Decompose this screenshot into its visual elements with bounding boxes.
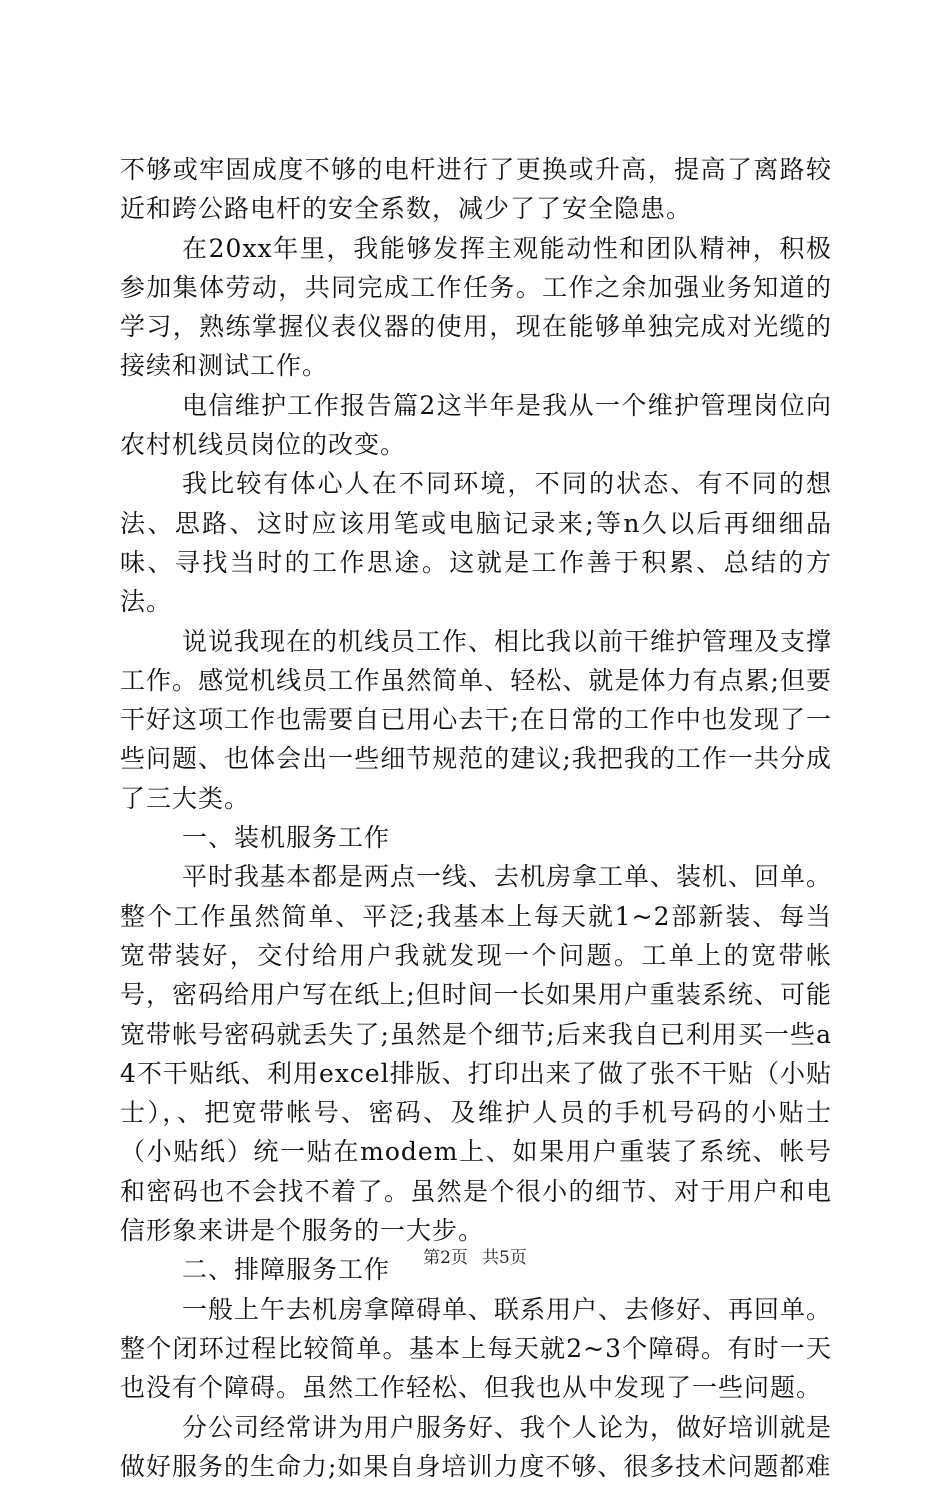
paragraph: 在20xx年里，我能够发挥主观能动性和团队精神，积极参加集体劳动，共同完成工作任务。工作之余加强业务知道的学习，熟练掌握仪表仪器的使用，现在能够单独完成对光缆的接续和测试工作。 [120, 229, 832, 386]
paragraph: 说说我现在的机线员工作、相比我以前干维护管理及支撑工作。感觉机线员工作虽然简单、轻松、就是体力有点累;但要干好这项工作也需要自已用心去干;在日常的工作中也发现了一些问题、也体会出一些细节规范的建议;我把我的工作一共分成了三大类。 [120, 622, 832, 818]
paragraph: 一般上午去机房拿障碍单、联系用户、去修好、再回单。整个闭环过程比较简单。基本上每天就2~3个障碍。有时一天也没有个障碍。虽然工作轻松、但我也从中发现了一些问题。 [120, 1290, 832, 1408]
paragraph: 电信维护工作报告篇2这半年是我从一个维护管理岗位向农村机线员岗位的改变。 [120, 386, 832, 465]
section-heading: 二、排障服务工作 [120, 1250, 832, 1289]
section-heading: 一、装机服务工作 [120, 818, 832, 857]
paragraph-continuation: 不够或牢固成度不够的电杆进行了更换或升高，提高了离路较近和跨公路电杆的安全系数，减少了了安全隐患。 [120, 150, 832, 229]
paragraph: 平时我基本都是两点一线、去机房拿工单、装机、回单。整个工作虽然简单、平泛;我基本上每天就1~2部新装、每当宽带装好，交付给用户我就发现一个问题。工单上的宽带帐号，密码给用户写在纸上;但时间一长如果用户重装系统、可能宽带帐号密码就丢失了;虽然是个细节;后来我自已利用买一些a4不干贴纸、利用excel排版、打印出来了做了张不干贴（小贴士），、把宽带帐号、密码、及维护人员的手机号码的小贴士（小贴纸）统一贴在modem上、如果用户重装了系统、帐号和密码也不会找不着了。虽然是个很小的细节、对于用户和电信形象来讲是个服务的一大步。 [120, 857, 832, 1250]
document-body [120, 150, 832, 1486]
paragraph: 分公司经常讲为用户服务好、我个人论为，做好培训就是做好服务的生命力;如果自身培训力度不够、很多技术问题都难 [120, 1408, 832, 1486]
page-number: 第2页 [423, 1248, 468, 1268]
paragraph: 我比较有体心人在不同环境，不同的状态、有不同的想法、思路、这时应该用笔或电脑记录来;等n久以后再细细品味、寻找当时的工作思途。这就是工作善于积累、总结的方法。 [120, 464, 832, 621]
page-total: 共5页 [482, 1248, 527, 1268]
page-footer [0, 1243, 950, 1268]
